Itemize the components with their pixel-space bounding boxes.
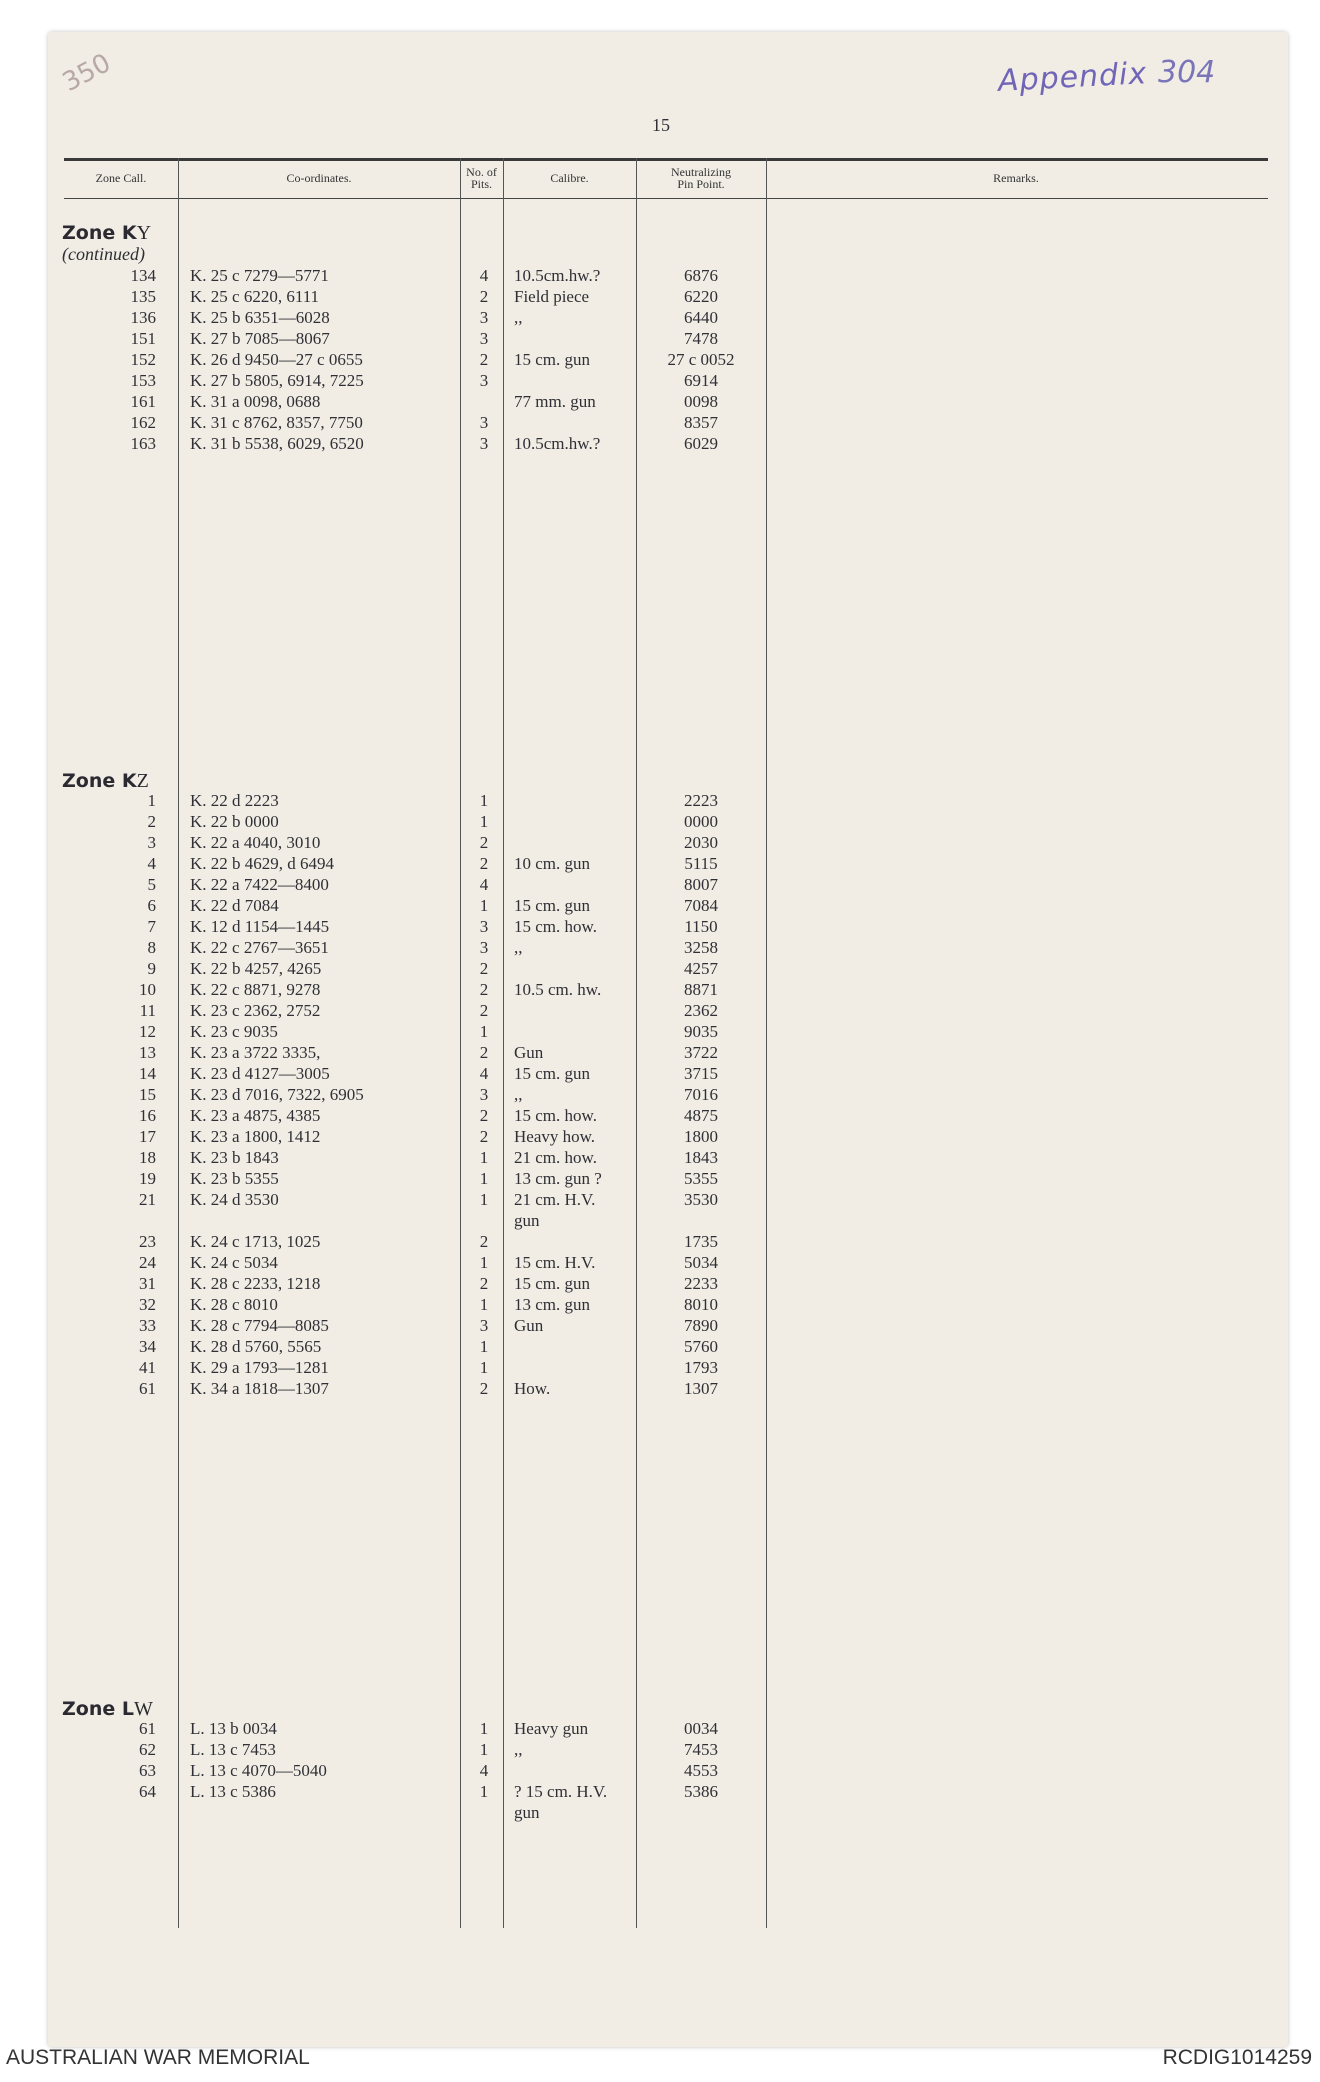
zone-call-cell: 152 [130, 350, 156, 369]
calibre-cell: gun [514, 1803, 540, 1822]
coordinates-cell: K. 34 a 1818—1307 [190, 1379, 329, 1398]
calibre-cell: 15 cm. gun [514, 896, 591, 915]
coordinates-cell: K. 22 a 7422—8400 [190, 875, 329, 894]
pits-cell: 4 [479, 1761, 489, 1780]
zone-call-cell: 9 [147, 959, 156, 978]
pin-point-cell: 7478 [684, 329, 718, 348]
zone-call-cell: 8 [147, 938, 156, 957]
pin-point-cell: 5355 [684, 1169, 718, 1188]
coordinates-cell: K. 22 d 2223 [190, 791, 279, 810]
coordinates-cell: K. 23 c 9035 [190, 1022, 278, 1041]
page-number: 15 [652, 115, 670, 135]
coordinates-cell: K. 22 c 8871, 9278 [190, 980, 321, 999]
pits-cell: 3 [479, 308, 489, 327]
calibre-cell: 13 cm. gun ? [514, 1169, 602, 1188]
pin-point-cell: 6440 [684, 308, 718, 327]
zone-call-cell: 64 [139, 1782, 156, 1801]
coordinates-cell: K. 22 b 0000 [190, 812, 279, 831]
calibre-cell: 10.5cm.hw.? [514, 266, 601, 285]
calibre-cell: Field piece [514, 287, 590, 306]
pits-cell: 1 [479, 1295, 489, 1314]
pits-cell: 1 [479, 1740, 489, 1759]
pin-point-cell: 0000 [684, 812, 718, 831]
pits-cell: 3 [479, 1085, 489, 1104]
pits-cell: 2 [479, 1379, 489, 1398]
header-pin-point: Neutralizing Pin Point. [671, 165, 731, 191]
zone-call-cell: 16 [139, 1106, 156, 1125]
calibre-cell: Heavy gun [514, 1719, 589, 1738]
coordinates-cell: K. 25 c 6220, 6111 [190, 287, 320, 306]
zone-call-cell: 1 [147, 791, 156, 810]
pin-point-cell: 8871 [684, 980, 718, 999]
column-divider [460, 158, 461, 1928]
pin-point-cell: 1793 [684, 1358, 718, 1377]
pin-point-cell: 6876 [684, 266, 718, 285]
pits-cell: 2 [479, 980, 489, 999]
zone-call-cell: 162 [130, 413, 156, 432]
zone-call-cell: 63 [139, 1761, 156, 1780]
calibre-cell: Gun [514, 1316, 544, 1335]
pits-cell: 2 [479, 1001, 489, 1020]
pin-point-cell: 1150 [684, 917, 718, 936]
coordinates-cell: L. 13 c 5386 [190, 1782, 276, 1801]
coordinates-cell: K. 23 d 4127—3005 [190, 1064, 330, 1083]
zone-call-cell: 32 [139, 1295, 156, 1314]
pin-point-cell: 1800 [684, 1127, 718, 1146]
zone-heading-lw: Zone LW [62, 1698, 153, 1720]
pin-point-cell: 9035 [684, 1022, 718, 1041]
pits-cell: 2 [479, 1232, 489, 1251]
zone-call-cell: 31 [139, 1274, 156, 1293]
calibre-cell: 10 cm. gun [514, 854, 591, 873]
calibre-cell: 15 cm. gun [514, 1274, 591, 1293]
calibre-cell: 15 cm. H.V. [514, 1253, 596, 1272]
pits-cell: 3 [479, 938, 489, 957]
pits-cell: 1 [479, 791, 489, 810]
zone-call-cell: 24 [139, 1253, 156, 1272]
coordinates-cell: K. 22 b 4257, 4265 [190, 959, 322, 978]
pits-cell: 1 [479, 896, 489, 915]
calibre-cell: 13 cm. gun [514, 1295, 591, 1314]
column-divider [178, 158, 179, 1928]
calibre-cell: Heavy how. [514, 1127, 596, 1146]
coordinates-cell: K. 22 b 4629, d 6494 [190, 854, 335, 873]
zone-call-cell: 161 [130, 392, 156, 411]
pits-cell: 2 [479, 854, 489, 873]
zone-continued-note: (continued) [62, 244, 145, 264]
pits-cell: 4 [479, 875, 489, 894]
column-divider [766, 158, 767, 1928]
pin-point-cell: 3722 [684, 1043, 718, 1062]
pits-cell: 2 [479, 1274, 489, 1293]
pin-point-cell: 5115 [684, 854, 718, 873]
zone-call-cell: 136 [130, 308, 156, 327]
pin-point-cell: 5386 [684, 1782, 718, 1801]
zone-call-cell: 151 [130, 329, 156, 348]
coordinates-cell: K. 25 c 7279—5771 [190, 266, 329, 285]
zone-heading-ky: Zone KY [62, 222, 152, 244]
calibre-cell: 77 mm. gun [514, 392, 596, 411]
calibre-cell: ,, [514, 938, 523, 957]
pin-point-cell: 4875 [684, 1106, 718, 1125]
calibre-cell: ,, [514, 1085, 523, 1104]
calibre-cell: 15 cm. how. [514, 1106, 597, 1125]
pin-point-cell: 7084 [684, 896, 718, 915]
zone-call-cell: 61 [139, 1379, 156, 1398]
pits-cell: 2 [479, 287, 489, 306]
zone-call-cell: 10 [139, 980, 156, 999]
calibre-cell: 15 cm. gun [514, 350, 591, 369]
pits-cell: 1 [479, 1022, 489, 1041]
pin-point-cell: 2233 [684, 1274, 718, 1293]
pits-cell: 2 [479, 1106, 489, 1125]
pin-point-cell: 6220 [684, 287, 718, 306]
coordinates-cell: L. 13 c 7453 [190, 1740, 276, 1759]
zone-call-cell: 5 [147, 875, 156, 894]
coordinates-cell: K. 28 d 5760, 5565 [190, 1337, 322, 1356]
pits-cell: 1 [479, 1719, 489, 1738]
footer-item-id: RCDIG1014259 [1162, 2046, 1312, 2069]
coordinates-cell: L. 13 b 0034 [190, 1719, 277, 1738]
header-pits: No. of Pits. [466, 165, 497, 191]
coordinates-cell: K. 23 a 1800, 1412 [190, 1127, 321, 1146]
pits-cell: 3 [479, 329, 489, 348]
pin-point-cell: 8010 [684, 1295, 718, 1314]
pin-point-cell: 2223 [684, 791, 718, 810]
header-coordinates: Co-ordinates. [286, 171, 352, 185]
pits-cell: 1 [479, 1253, 489, 1272]
coordinates-cell: K. 25 b 6351—6028 [190, 308, 330, 327]
column-divider [503, 158, 504, 1928]
coordinates-cell: K. 28 c 8010 [190, 1295, 278, 1314]
pin-point-cell: 7453 [684, 1740, 718, 1759]
pits-cell: 3 [479, 434, 489, 453]
pits-cell: 2 [479, 1127, 489, 1146]
pin-point-cell: 0034 [684, 1719, 718, 1738]
coordinates-cell: K. 22 a 4040, 3010 [190, 833, 321, 852]
pin-point-cell: 0098 [684, 392, 718, 411]
zone-call-cell: 12 [139, 1022, 156, 1041]
pits-cell: 1 [479, 1358, 489, 1377]
zone-call-cell: 153 [130, 371, 156, 390]
pits-cell: 4 [479, 266, 489, 285]
header-zone-call: Zone Call. [95, 171, 147, 185]
table-header-rule [64, 198, 1268, 199]
pin-point-cell: 1735 [684, 1232, 718, 1251]
zone-call-cell: 6 [147, 896, 156, 915]
calibre-cell: 15 cm. how. [514, 917, 597, 936]
coordinates-cell: K. 27 b 5805, 6914, 7225 [190, 371, 364, 390]
pin-point-cell: 1307 [684, 1379, 718, 1398]
zone-call-cell: 13 [139, 1043, 156, 1062]
zone-call-cell: 4 [147, 854, 156, 873]
coordinates-cell: K. 31 a 0098, 0688 [190, 392, 321, 411]
pin-point-cell: 7890 [684, 1316, 718, 1335]
zone-call-cell: 2 [147, 812, 156, 831]
zone-call-cell: 62 [139, 1740, 156, 1759]
zone-call-cell: 61 [139, 1719, 156, 1738]
pits-cell: 4 [479, 1064, 489, 1083]
pin-point-cell: 8357 [684, 413, 718, 432]
coordinates-cell: K. 23 b 1843 [190, 1148, 279, 1167]
coordinates-cell: K. 22 c 2767—3651 [190, 938, 329, 957]
coordinates-cell: K. 23 c 2362, 2752 [190, 1001, 321, 1020]
coordinates-cell: K. 31 b 5538, 6029, 6520 [190, 434, 364, 453]
pits-cell: 2 [479, 350, 489, 369]
calibre-cell: ? 15 cm. H.V. [514, 1782, 608, 1801]
pits-cell: 2 [479, 833, 489, 852]
coordinates-cell: K. 12 d 1154—1445 [190, 917, 330, 936]
pits-cell: 1 [479, 812, 489, 831]
appendix-stamp: Appendix [997, 56, 1149, 99]
calibre-cell: gun [514, 1211, 540, 1230]
calibre-cell: ,, [514, 1740, 523, 1759]
pits-cell: 1 [479, 1190, 489, 1209]
zone-call-cell: 21 [139, 1190, 156, 1209]
coordinates-cell: K. 28 c 7794—8085 [190, 1316, 329, 1335]
pin-point-cell: 7016 [684, 1085, 718, 1104]
pin-point-cell: 6914 [684, 371, 718, 390]
pin-point-cell: 3715 [684, 1064, 718, 1083]
calibre-cell: Gun [514, 1043, 544, 1062]
coordinates-cell: K. 23 d 7016, 7322, 6905 [190, 1085, 364, 1104]
zone-call-cell: 34 [139, 1337, 156, 1356]
pits-cell: 3 [479, 1316, 489, 1335]
pin-point-cell: 2030 [684, 833, 718, 852]
zone-call-cell: 18 [139, 1148, 156, 1167]
calibre-cell: 21 cm. H.V. [514, 1190, 596, 1209]
coordinates-cell: K. 23 a 3722 3335, [190, 1043, 321, 1062]
pin-point-cell: 6029 [684, 434, 718, 453]
header-calibre: Calibre. [550, 171, 589, 185]
zone-call-cell: 135 [130, 287, 156, 306]
calibre-cell: 21 cm. how. [514, 1148, 597, 1167]
calibre-cell: How. [514, 1379, 551, 1398]
pits-cell: 1 [479, 1337, 489, 1356]
pits-cell: 3 [479, 371, 489, 390]
pin-point-cell: 27 c 0052 [667, 350, 735, 369]
zone-call-cell: 15 [139, 1085, 156, 1104]
zone-call-cell: 134 [130, 266, 156, 285]
calibre-cell: 10.5cm.hw.? [514, 434, 601, 453]
coordinates-cell: K. 29 a 1793—1281 [190, 1358, 329, 1377]
pin-point-cell: 5760 [684, 1337, 718, 1356]
zone-heading-kz: Zone KZ [62, 770, 149, 792]
pin-point-cell: 5034 [684, 1253, 718, 1272]
zone-call-cell: 41 [139, 1358, 156, 1377]
coordinates-cell: K. 24 d 3530 [190, 1190, 279, 1209]
coordinates-cell: K. 24 c 5034 [190, 1253, 278, 1272]
zone-call-cell: 14 [139, 1064, 156, 1083]
coordinates-cell: K. 31 c 8762, 8357, 7750 [190, 413, 363, 432]
zone-call-cell: 3 [147, 833, 156, 852]
pits-cell: 1 [479, 1169, 489, 1188]
zone-call-cell: 33 [139, 1316, 156, 1335]
pits-cell: 3 [479, 917, 489, 936]
pits-cell: 1 [479, 1148, 489, 1167]
calibre-cell: 15 cm. gun [514, 1064, 591, 1083]
zone-call-cell: 23 [139, 1232, 156, 1251]
coordinates-cell: K. 26 d 9450—27 c 0655 [190, 350, 363, 369]
coordinates-cell: K. 23 a 4875, 4385 [190, 1106, 321, 1125]
pin-point-cell: 8007 [684, 875, 718, 894]
pin-point-cell: 4257 [684, 959, 718, 978]
coordinates-cell: K. 27 b 7085—8067 [190, 329, 330, 348]
pits-cell: 1 [479, 1782, 489, 1801]
calibre-cell: 10.5 cm. hw. [514, 980, 602, 999]
zone-call-cell: 11 [139, 1001, 156, 1020]
pin-point-cell: 1843 [684, 1148, 718, 1167]
coordinates-cell: L. 13 c 4070—5040 [190, 1761, 327, 1780]
pits-cell: 3 [479, 413, 489, 432]
pits-cell: 2 [479, 1043, 489, 1062]
header-remarks: Remarks. [993, 171, 1039, 185]
calibre-cell: ,, [514, 308, 523, 327]
zone-call-cell: 7 [147, 917, 156, 936]
coordinates-cell: K. 24 c 1713, 1025 [190, 1232, 321, 1251]
zone-call-cell: 163 [130, 434, 156, 453]
pin-point-cell: 3530 [684, 1190, 718, 1209]
zone-call-cell: 19 [139, 1169, 156, 1188]
pits-cell: 2 [479, 959, 489, 978]
coordinates-cell: K. 28 c 2233, 1218 [190, 1274, 321, 1293]
coordinates-cell: K. 22 d 7084 [190, 896, 279, 915]
handwritten-page-note: 350 [57, 48, 116, 98]
zone-call-cell: 17 [139, 1127, 156, 1146]
coordinates-cell: K. 23 b 5355 [190, 1169, 279, 1188]
pin-point-cell: 2362 [684, 1001, 718, 1020]
pin-point-cell: 4553 [684, 1761, 718, 1780]
footer-archive-name: AUSTRALIAN WAR MEMORIAL [6, 2046, 310, 2069]
appendix-number: 304 [1158, 55, 1216, 90]
pin-point-cell: 3258 [684, 938, 718, 957]
